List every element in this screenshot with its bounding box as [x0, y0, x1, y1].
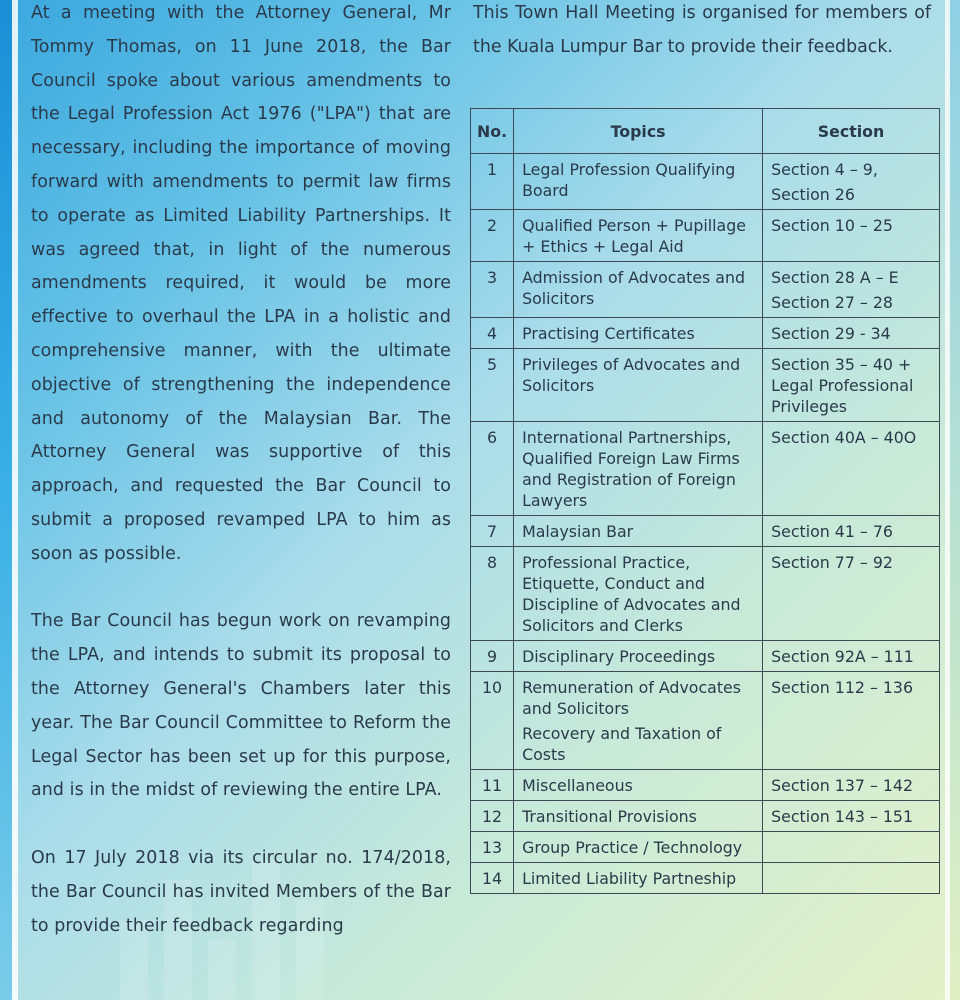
- table-row: [471, 318, 940, 349]
- left-border-stripe: [0, 0, 12, 1000]
- row-number: 6: [471, 422, 514, 516]
- town-hall-intro: This Town Hall Meeting is organised for members of the Kuala Lumpur Bar to provide their feedback.: [473, 3, 931, 57]
- row-section: [763, 262, 940, 318]
- section-ref: Section 112 – 136: [771, 678, 914, 697]
- row-number: 8: [471, 547, 514, 641]
- table-row: [471, 770, 940, 801]
- row-section: [763, 770, 940, 801]
- row-number: 12: [471, 801, 514, 832]
- table-row: [471, 801, 940, 832]
- lpa-topics-table: [470, 108, 940, 894]
- table-row: [471, 863, 940, 894]
- row-topic: Miscellaneous: [514, 770, 763, 801]
- section-ref: Section 10 – 25: [771, 216, 893, 235]
- section-ref: Section 27 – 28: [771, 293, 893, 312]
- row-number: 13: [471, 832, 514, 863]
- table-row: [471, 516, 940, 547]
- section-ref: Section 40A – 40O: [771, 428, 917, 447]
- row-number: 14: [471, 863, 514, 894]
- row-topic: Professional Practice, Etiquette, Conduct and Discipline of Advocates and Solicitors and Clerks: [514, 547, 763, 641]
- row-topic: [514, 672, 763, 770]
- header-section: Section: [763, 109, 940, 154]
- header-no: No.: [471, 109, 514, 154]
- paragraph-circular-feedback: On 17 July 2018 via its circular no. 174/2018, the Bar Council has invited Members of the Bar to provide their feedback regarding: [31, 847, 451, 936]
- row-number: 3: [471, 262, 514, 318]
- row-section: [763, 516, 940, 547]
- table-header-row: [471, 109, 940, 154]
- section-ref: Section 28 A – E: [771, 268, 899, 287]
- row-topic: Limited Liability Partneship: [514, 863, 763, 894]
- right-text-column: [473, 0, 931, 65]
- left-border-line: [12, 0, 18, 1000]
- section-ref: Section 143 – 151: [771, 807, 914, 826]
- row-topic: Privileges of Advocates and Solicitors: [514, 349, 763, 422]
- row-number: 2: [471, 210, 514, 262]
- table-row: [471, 210, 940, 262]
- row-topic: Legal Profession Qualifying Board: [514, 154, 763, 210]
- row-section: [763, 863, 940, 894]
- table-row: [471, 422, 940, 516]
- row-section: [763, 832, 940, 863]
- row-section: [763, 672, 940, 770]
- section-ref: Section 137 – 142: [771, 776, 914, 795]
- section-ref: Section 92A – 111: [771, 647, 914, 666]
- row-section: [763, 154, 940, 210]
- row-section: [763, 547, 940, 641]
- section-ref: Section 4 – 9,: [771, 160, 878, 179]
- section-ref: Section 35 – 40 + Legal Professional Privileges: [771, 355, 914, 416]
- right-border-stripe: [950, 0, 960, 1000]
- table-row: [471, 349, 940, 422]
- table-row: [471, 154, 940, 210]
- row-section: [763, 349, 940, 422]
- row-number: 10: [471, 672, 514, 770]
- row-number: 11: [471, 770, 514, 801]
- left-text-column: [31, 0, 451, 943]
- row-topic: Practising Certificates: [514, 318, 763, 349]
- row-number: 7: [471, 516, 514, 547]
- paragraph-revamping-lpa: The Bar Council has begun work on revamping the LPA, and intends to submit its proposal to the Attorney General's Chambers later this year. The Bar Council Committee to Reform the Legal Sector has been set up for this purpose, and is in the midst of reviewing the entire LPA.: [31, 611, 451, 801]
- section-ref: Section 41 – 76: [771, 522, 893, 541]
- row-topic: Group Practice / Technology: [514, 832, 763, 863]
- row-number: 1: [471, 154, 514, 210]
- row-topic: Qualified Person + Pupillage + Ethics + Legal Aid: [514, 210, 763, 262]
- row-topic: Malaysian Bar: [514, 516, 763, 547]
- paragraph-meeting-attorney-general: At a meeting with the Attorney General, Mr Tommy Thomas, on 11 June 2018, the Bar Council spoke about various amendments to the Legal Profession Act 1976 ("LPA") that are necessary, including the importance of moving forward with amendments to permit law firms to operate as Limited Liability Partnerships. It was agreed that, in light of the numerous amendments required, it would be more effective to overhaul the LPA in a holistic and comprehensive manner, with the ultimate objective of strengthening the independence and autonomy of the Malaysian Bar. The Attorney General was supportive of this approach, and requested the Bar Council to submit a proposed revamped LPA to him as soon as possible.: [31, 3, 451, 564]
- section-ref: Section 77 – 92: [771, 553, 893, 572]
- table-row: [471, 262, 940, 318]
- row-topic: Transitional Provisions: [514, 801, 763, 832]
- row-section: [763, 641, 940, 672]
- section-ref: Section 29 - 34: [771, 324, 891, 343]
- row-number: 5: [471, 349, 514, 422]
- row-number: 9: [471, 641, 514, 672]
- row-topic: International Partnerships, Qualified Foreign Law Firms and Registration of Foreign Lawyers: [514, 422, 763, 516]
- table-row: [471, 832, 940, 863]
- row-section: [763, 801, 940, 832]
- section-ref: Section 26: [771, 185, 855, 204]
- row-section: [763, 210, 940, 262]
- row-topic: Disciplinary Proceedings: [514, 641, 763, 672]
- table-row: [471, 672, 940, 770]
- row-topic-line: Recovery and Taxation of Costs: [522, 724, 722, 764]
- header-topics: Topics: [514, 109, 763, 154]
- table-row: [471, 547, 940, 641]
- row-section: [763, 318, 940, 349]
- row-topic-line: Remuneration of Advocates and Solicitors: [522, 678, 741, 718]
- row-topic: Admission of Advocates and Solicitors: [514, 262, 763, 318]
- table-row: [471, 641, 940, 672]
- row-number: 4: [471, 318, 514, 349]
- row-section: [763, 422, 940, 516]
